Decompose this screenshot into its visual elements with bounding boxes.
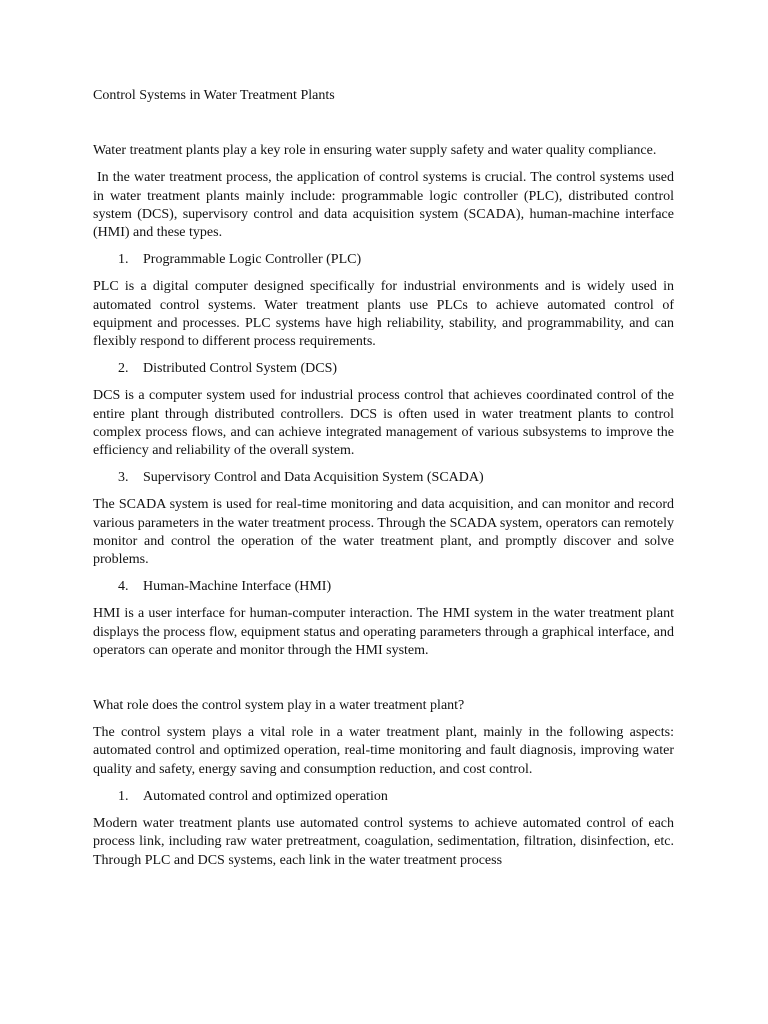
role-body-automated-control: Modern water treatment plants use automated control systems to achieve automated control of each process link, including raw water pretreatment, coagulation, sedimentation, filtration, disinfection, etc. Through PLC and DCS systems, each link in the water treatment process: [93, 816, 674, 868]
section-body-dcs: DCS is a computer system used for industrial process control that achieves coordinated control of the entire plant through distributed controllers. DCS is often used in water treatment plants to control complex process flows, and can achieve integrated management of various subsystems to improve the efficiency and reliability of the overall system.: [93, 388, 674, 459]
list-number: 3.: [118, 470, 129, 486]
list-heading-text: Automated control and optimized operation: [143, 788, 388, 804]
section-heading-hmi: [93, 578, 674, 596]
section-heading-dcs: [93, 360, 674, 378]
section-body-plc: PLC is a digital computer designed specifically for industrial environments and is widely used in automated control systems. Water treatment plants use PLCs to achieve automated control of equipment and processes. PLC systems have high reliability, stability, and programmability, and can flexibly respond to different process requirements.: [93, 279, 674, 350]
list-number: 2.: [118, 361, 129, 377]
section-body-hmi: HMI is a user interface for human-computer interaction. The HMI system in the water treatment plant displays the process flow, equipment status and operating parameters through a graphical interface, and operators can operate and monitor through the HMI system.: [93, 606, 674, 658]
answer-intro-paragraph: The control system plays a vital role in a water treatment plant, mainly in the following aspects: automated control and optimized operation, real-time monitoring and fault diagnosis, improving water quality and safety, energy saving and consumption reduction, and cost control.: [93, 725, 674, 777]
list-heading-text: Distributed Control System (DCS): [143, 361, 338, 377]
document-title: Control Systems in Water Treatment Plants: [93, 88, 335, 103]
section-heading-plc: [93, 251, 674, 269]
section-heading-scada: [93, 469, 674, 487]
list-number: 1.: [118, 252, 129, 268]
role-heading-automated-control: [93, 788, 674, 806]
list-heading-text: Programmable Logic Controller (PLC): [143, 252, 362, 268]
list-heading-text: Supervisory Control and Data Acquisition System (SCADA): [143, 470, 484, 486]
intro-paragraph-1: Water treatment plants play a key role in ensuring water supply safety and water quality compliance.: [93, 143, 657, 159]
list-heading-text: Human-Machine Interface (HMI): [143, 579, 332, 595]
list-number: 4.: [118, 579, 129, 595]
intro-paragraph-2: In the water treatment process, the application of control systems is crucial. The control systems used in water treatment plants mainly include: programmable logic controller (PLC), distributed control system (DCS), supervisory control and data acquisition system (SCADA), human-machine interface (HMI) and these types.: [93, 170, 674, 241]
list-number: 1.: [118, 788, 129, 804]
section-body-scada: The SCADA system is used for real-time monitoring and data acquisition, and can monitor and record various parameters in the water treatment process. Through the SCADA system, operators can remotely monitor and control the operation of the water treatment plant, and promptly discover and solve problems.: [93, 497, 674, 568]
question-heading: What role does the control system play in a water treatment plant?: [93, 698, 465, 714]
document-page: [93, 87, 674, 879]
